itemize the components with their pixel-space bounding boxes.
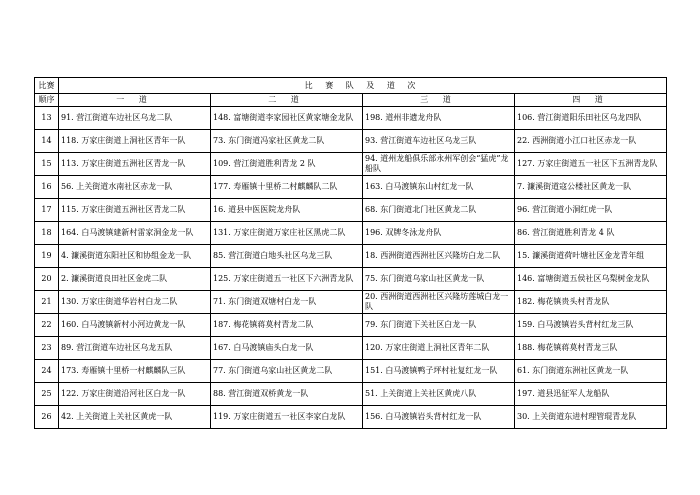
match-number: 21	[35, 291, 59, 314]
match-number: 26	[35, 406, 59, 429]
lane-3-team: 18. 西洲街道西洲社区兴隆坊白龙二队	[363, 245, 515, 268]
match-number: 15	[35, 153, 59, 176]
table-row	[35, 360, 667, 383]
lane-1-team: 89. 营江街道车边社区乌龙五队	[59, 337, 211, 360]
lane-4-team: 61. 东门街道东洲社区黄龙一队	[515, 360, 667, 383]
header-row-1	[35, 78, 667, 94]
lane-4-team: 86. 营江街道胜利青龙 4 队	[515, 222, 667, 245]
lane-2-team: 167. 白马渡镇庙头白龙一队	[211, 337, 363, 360]
table-row	[35, 222, 667, 245]
lane-1-team: 118. 万家庄街道上洞社区青年一队	[59, 130, 211, 153]
lane-1-team: 122. 万家庄街道沿河社区白龙一队	[59, 383, 211, 406]
lane-3-team: 20. 西洲街道西洲社区兴隆坊莲城白龙一队	[363, 291, 515, 314]
lane-3-team: 51. 上关街道上关社区黄虎八队	[363, 383, 515, 406]
lane-4-team: 7. 濂溪街道寇公楼社区黄龙一队	[515, 176, 667, 199]
lane-3-team: 156. 白马渡镇岩头背村红龙一队	[363, 406, 515, 429]
table-title: 比 赛 队 及 道 次	[59, 78, 667, 94]
lane-4-team: 30. 上关街道东进村理管琨青龙队	[515, 406, 667, 429]
lane-1-team: 164. 白马渡镇建新村雷家洞金龙一队	[59, 222, 211, 245]
lane-3-team: 75. 东门街道乌家山社区黄龙一队	[363, 268, 515, 291]
lane-2-team: 119. 万家庄街道五一社区李家白龙队	[211, 406, 363, 429]
table-row	[35, 406, 667, 429]
match-number: 25	[35, 383, 59, 406]
lane-3-team: 151. 白马渡镇鸭子坪村社复红龙一队	[363, 360, 515, 383]
lane-2-team: 71. 东门街道双塘村白龙一队	[211, 291, 363, 314]
table-row	[35, 314, 667, 337]
table-row	[35, 176, 667, 199]
lane-1-team: 130. 万家庄街道华岩村白龙二队	[59, 291, 211, 314]
match-number: 13	[35, 107, 59, 130]
match-label: 比赛	[35, 78, 59, 94]
lane-2-team: 73. 东门街道冯家社区黄龙二队	[211, 130, 363, 153]
lane-2-team: 88. 营江街道双桥黄龙一队	[211, 383, 363, 406]
table-row	[35, 291, 667, 314]
match-number: 24	[35, 360, 59, 383]
lane-3-team: 79. 东门街道下关社区白龙一队	[363, 314, 515, 337]
lane-1-team: 2. 濂溪街道良田社区金虎二队	[59, 268, 211, 291]
lane-4-team: 127. 万家庄街道五一社区下五洲青龙队	[515, 153, 667, 176]
lane-4-team: 188. 梅花镇蒋莫村青龙三队	[515, 337, 667, 360]
match-number: 19	[35, 245, 59, 268]
table-row	[35, 107, 667, 130]
lane-2-team: 125. 万家庄街道五一社区下六洲青龙队	[211, 268, 363, 291]
lane-3-team: 120. 万家庄街道上洞社区青年二队	[363, 337, 515, 360]
lane-2-team: 131. 万家庄街道万家庄社区黑虎二队	[211, 222, 363, 245]
schedule-table	[34, 77, 667, 429]
lane-1-team: 56. 上关街道水南社区赤龙一队	[59, 176, 211, 199]
lane-3-team: 93. 营江街道车边社区乌龙三队	[363, 130, 515, 153]
lane-2-team: 109. 营江街道胜利青龙 2 队	[211, 153, 363, 176]
lane-1-team: 4. 濂溪街道东阳社区和协组金龙一队	[59, 245, 211, 268]
lane-1-team: 160. 白马渡镇新村小河边黄龙一队	[59, 314, 211, 337]
lane-4-team: 96. 营江街道小洞红虎一队	[515, 199, 667, 222]
lane-1-team: 113. 万家庄街道五洲社区青龙一队	[59, 153, 211, 176]
match-number: 18	[35, 222, 59, 245]
lane-3-header: 三 道	[363, 94, 515, 107]
lane-4-team: 22. 西洲街道小江口社区赤龙一队	[515, 130, 667, 153]
lane-2-team: 187. 梅花镇蒋莫村青龙二队	[211, 314, 363, 337]
lane-1-header: 一 道	[59, 94, 211, 107]
table-row	[35, 268, 667, 291]
lane-1-team: 91. 营江街道车边社区乌龙二队	[59, 107, 211, 130]
lane-2-team: 177. 寿雁镇十里桥二村麒麟队二队	[211, 176, 363, 199]
match-number: 22	[35, 314, 59, 337]
order-label: 顺序	[35, 94, 59, 107]
lane-4-team: 146. 富塘街道五侯社区乌梨树金龙队	[515, 268, 667, 291]
lane-3-team: 94. 道州龙船俱乐部永州军创会“猛虎”龙船队	[363, 153, 515, 176]
table-row	[35, 245, 667, 268]
match-number: 16	[35, 176, 59, 199]
header-row-2	[35, 94, 667, 107]
lane-3-team: 163. 白马渡镇东山村红龙一队	[363, 176, 515, 199]
lane-1-team: 173. 寿雁镇十里桥一村麒麟队三队	[59, 360, 211, 383]
match-number: 14	[35, 130, 59, 153]
table-row	[35, 130, 667, 153]
lane-4-team: 15. 濂溪街道荷叶塘社区金龙青年组	[515, 245, 667, 268]
lane-2-team: 148. 富塘街道李家园社区黄家塘金龙队	[211, 107, 363, 130]
table-row	[35, 383, 667, 406]
lane-2-team: 85. 营江街道白地头社区乌龙三队	[211, 245, 363, 268]
lane-4-team: 182. 梅花镇贵头村青龙队	[515, 291, 667, 314]
table-row	[35, 337, 667, 360]
table-row	[35, 153, 667, 176]
lane-3-team: 196. 双牌冬泳龙舟队	[363, 222, 515, 245]
lane-4-header: 四 道	[515, 94, 667, 107]
match-number: 20	[35, 268, 59, 291]
lane-1-team: 115. 万家庄街道五洲社区青龙二队	[59, 199, 211, 222]
lane-2-header: 二 道	[211, 94, 363, 107]
lane-3-team: 68. 东门街道北门社区黄龙二队	[363, 199, 515, 222]
lane-1-team: 42. 上关街道上关社区黄虎一队	[59, 406, 211, 429]
match-number: 23	[35, 337, 59, 360]
lane-2-team: 16. 道县中医医院龙舟队	[211, 199, 363, 222]
lane-4-team: 197. 道县迅征军人龙船队	[515, 383, 667, 406]
lane-4-team: 106. 营江街道阳乐田社区乌龙四队	[515, 107, 667, 130]
table-row	[35, 199, 667, 222]
lane-3-team: 198. 道州非遗龙舟队	[363, 107, 515, 130]
match-number: 17	[35, 199, 59, 222]
lane-2-team: 77. 东门街道乌家山社区黄龙二队	[211, 360, 363, 383]
lane-4-team: 159. 白马渡镇岩头背村红龙三队	[515, 314, 667, 337]
